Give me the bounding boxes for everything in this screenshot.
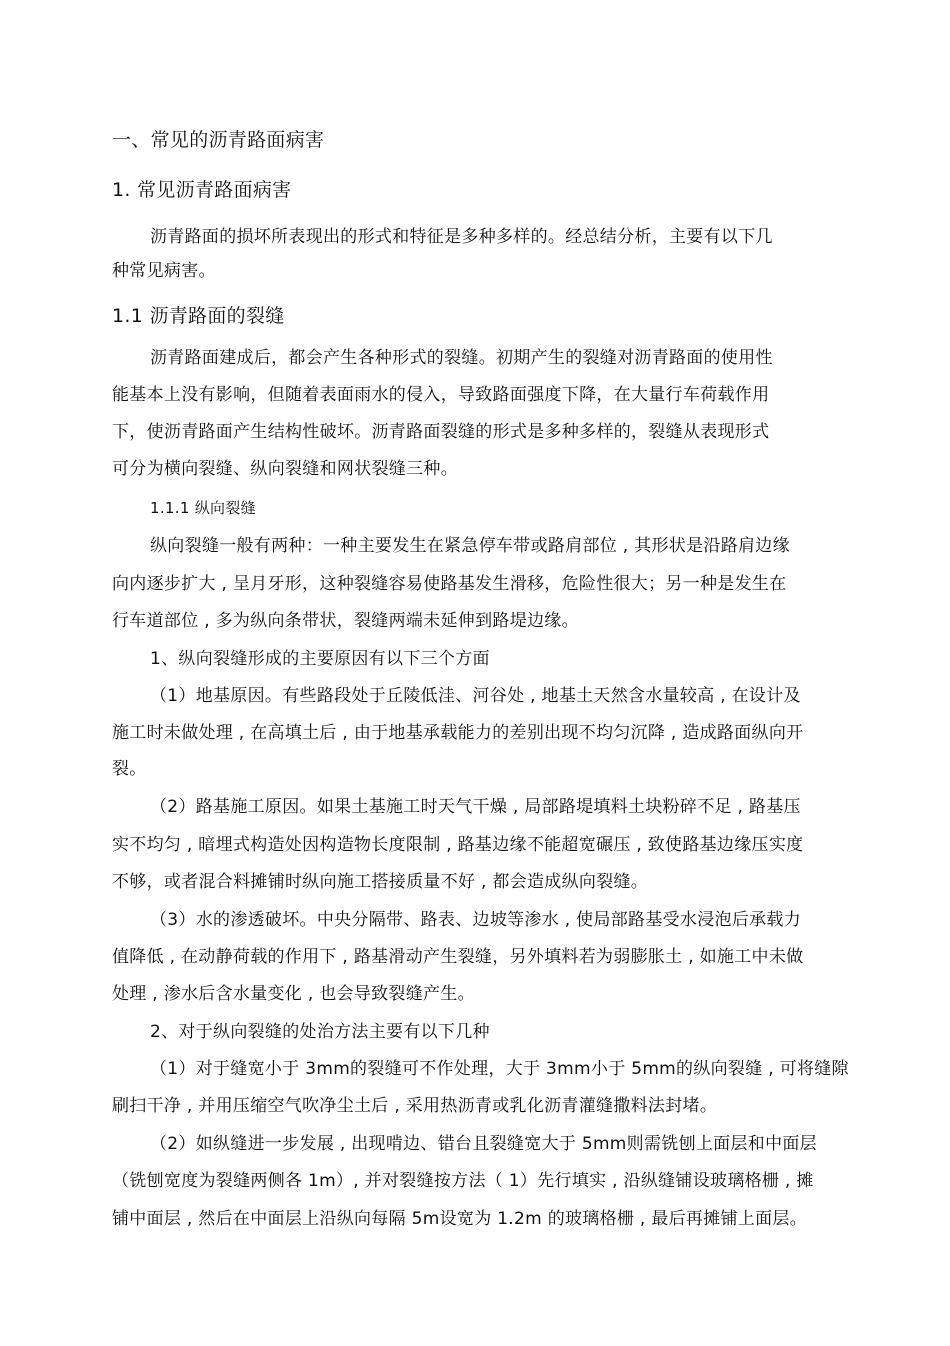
paragraph-line: （2）如纵缝进一步发展 , 出现啃边、错台且裂缝宽大于 5mm则需铣刨上面层和中面层 bbox=[150, 1134, 817, 1154]
subsection-heading: 1. 常见沥青路面病害 bbox=[112, 179, 292, 201]
paragraph-line: （铣刨宽度为裂缝两侧各 1m）, 并对裂缝按方法（ 1）先行填实 , 沿纵缝铺设玻璃格栅 , 摊 bbox=[112, 1171, 814, 1191]
paragraph-line: 能基本上没有影响，但随着表面雨水的侵入，导致路面强度下降，在大量行车荷载作用 bbox=[112, 385, 770, 405]
list-title: 2、对于纵向裂缝的处治方法主要有以下几种 bbox=[150, 1022, 490, 1042]
paragraph-line: （1）地基原因。有些路段处于丘陵低洼、河谷处 , 地基土天然含水量较高 , 在设计及 bbox=[150, 686, 801, 706]
paragraph-line: 铺中面层 , 然后在中面层上沿纵向每隔 5m设宽为 1.2m 的玻璃格栅 , 最后再摊铺上面层。 bbox=[112, 1209, 808, 1229]
paragraph-line: 处理 , 渗水后含水量变化 , 也会导致裂缝产生。 bbox=[112, 984, 475, 1004]
paragraph-line: 向内逐步扩大 , 呈月牙形，这种裂缝容易使路基发生滑移，危险性很大；另一种是发生在 bbox=[112, 574, 787, 594]
paragraph-line: 施工时未做处理 , 在高填土后 , 由于地基承载能力的差别出现不均匀沉降 , 造成路面纵向开 bbox=[112, 723, 804, 743]
section-heading: 一、常见的沥青路面病害 bbox=[112, 129, 325, 151]
paragraph-line: 实不均匀 , 暗埋式构造处因构造物长度限制 , 路基边缘不能超宽碾压 , 致使路基边缘压实度 bbox=[112, 835, 804, 855]
paragraph-line: 值降低 , 在动静荷载的作用下 , 路基滑动产生裂缝，另外填料若为弱膨胀土 , 如施工中未做 bbox=[112, 947, 804, 967]
subsubsection-heading: 1.1.1 纵向裂缝 bbox=[150, 499, 256, 517]
paragraph-line: 不够，或者混合料摊铺时纵向施工搭接质量不好 , 都会造成纵向裂缝。 bbox=[112, 872, 649, 892]
paragraph-line: 种常见病害。 bbox=[112, 261, 216, 281]
paragraph-line: （2）路基施工原因。如果土基施工时天气干燥 , 局部路堤填料土块粉碎不足 , 路基压 bbox=[150, 797, 801, 817]
paragraph-line: 行车道部位 , 多为纵向条带状，裂缝两端未延伸到路堤边缘。 bbox=[112, 611, 579, 631]
paragraph-line: 下，使沥青路面产生结构性破坏。沥青路面裂缝的形式是多种多样的，裂缝从表现形式 bbox=[112, 422, 770, 442]
paragraph-line: 沥青路面的损坏所表现出的形式和特征是多种多样的。经总结分析，主要有以下几 bbox=[150, 227, 773, 247]
subsection-heading: 1.1 沥青路面的裂缝 bbox=[112, 305, 285, 327]
paragraph-line: 裂。 bbox=[112, 759, 147, 779]
paragraph-line: 刷扫干净 , 并用压缩空气吹净尘土后 , 采用热沥青或乳化沥青灌缝撒料法封堵。 bbox=[112, 1096, 718, 1116]
paragraph-line: （3）水的渗透破坏。中央分隔带、路表、边坡等渗水 , 使局部路基受水浸泡后承载力 bbox=[150, 910, 802, 930]
list-title: 1、纵向裂缝形成的主要原因有以下三个方面 bbox=[150, 649, 490, 669]
paragraph-line: 纵向裂缝一般有两种：一种主要发生在紧急停车带或路肩部位 , 其形状是沿路肩边缘 bbox=[150, 536, 790, 556]
paragraph-line: 可分为横向裂缝、纵向裂缝和网状裂缝三种。 bbox=[112, 459, 458, 479]
paragraph-line: 沥青路面建成后，都会产生各种形式的裂缝。初期产生的裂缝对沥青路面的使用性 bbox=[150, 348, 773, 368]
paragraph-line: （1）对于缝宽小于 3mm的裂缝可不作处理，大于 3mm小于 5mm的纵向裂缝 , 可将缝隙 bbox=[150, 1059, 849, 1079]
